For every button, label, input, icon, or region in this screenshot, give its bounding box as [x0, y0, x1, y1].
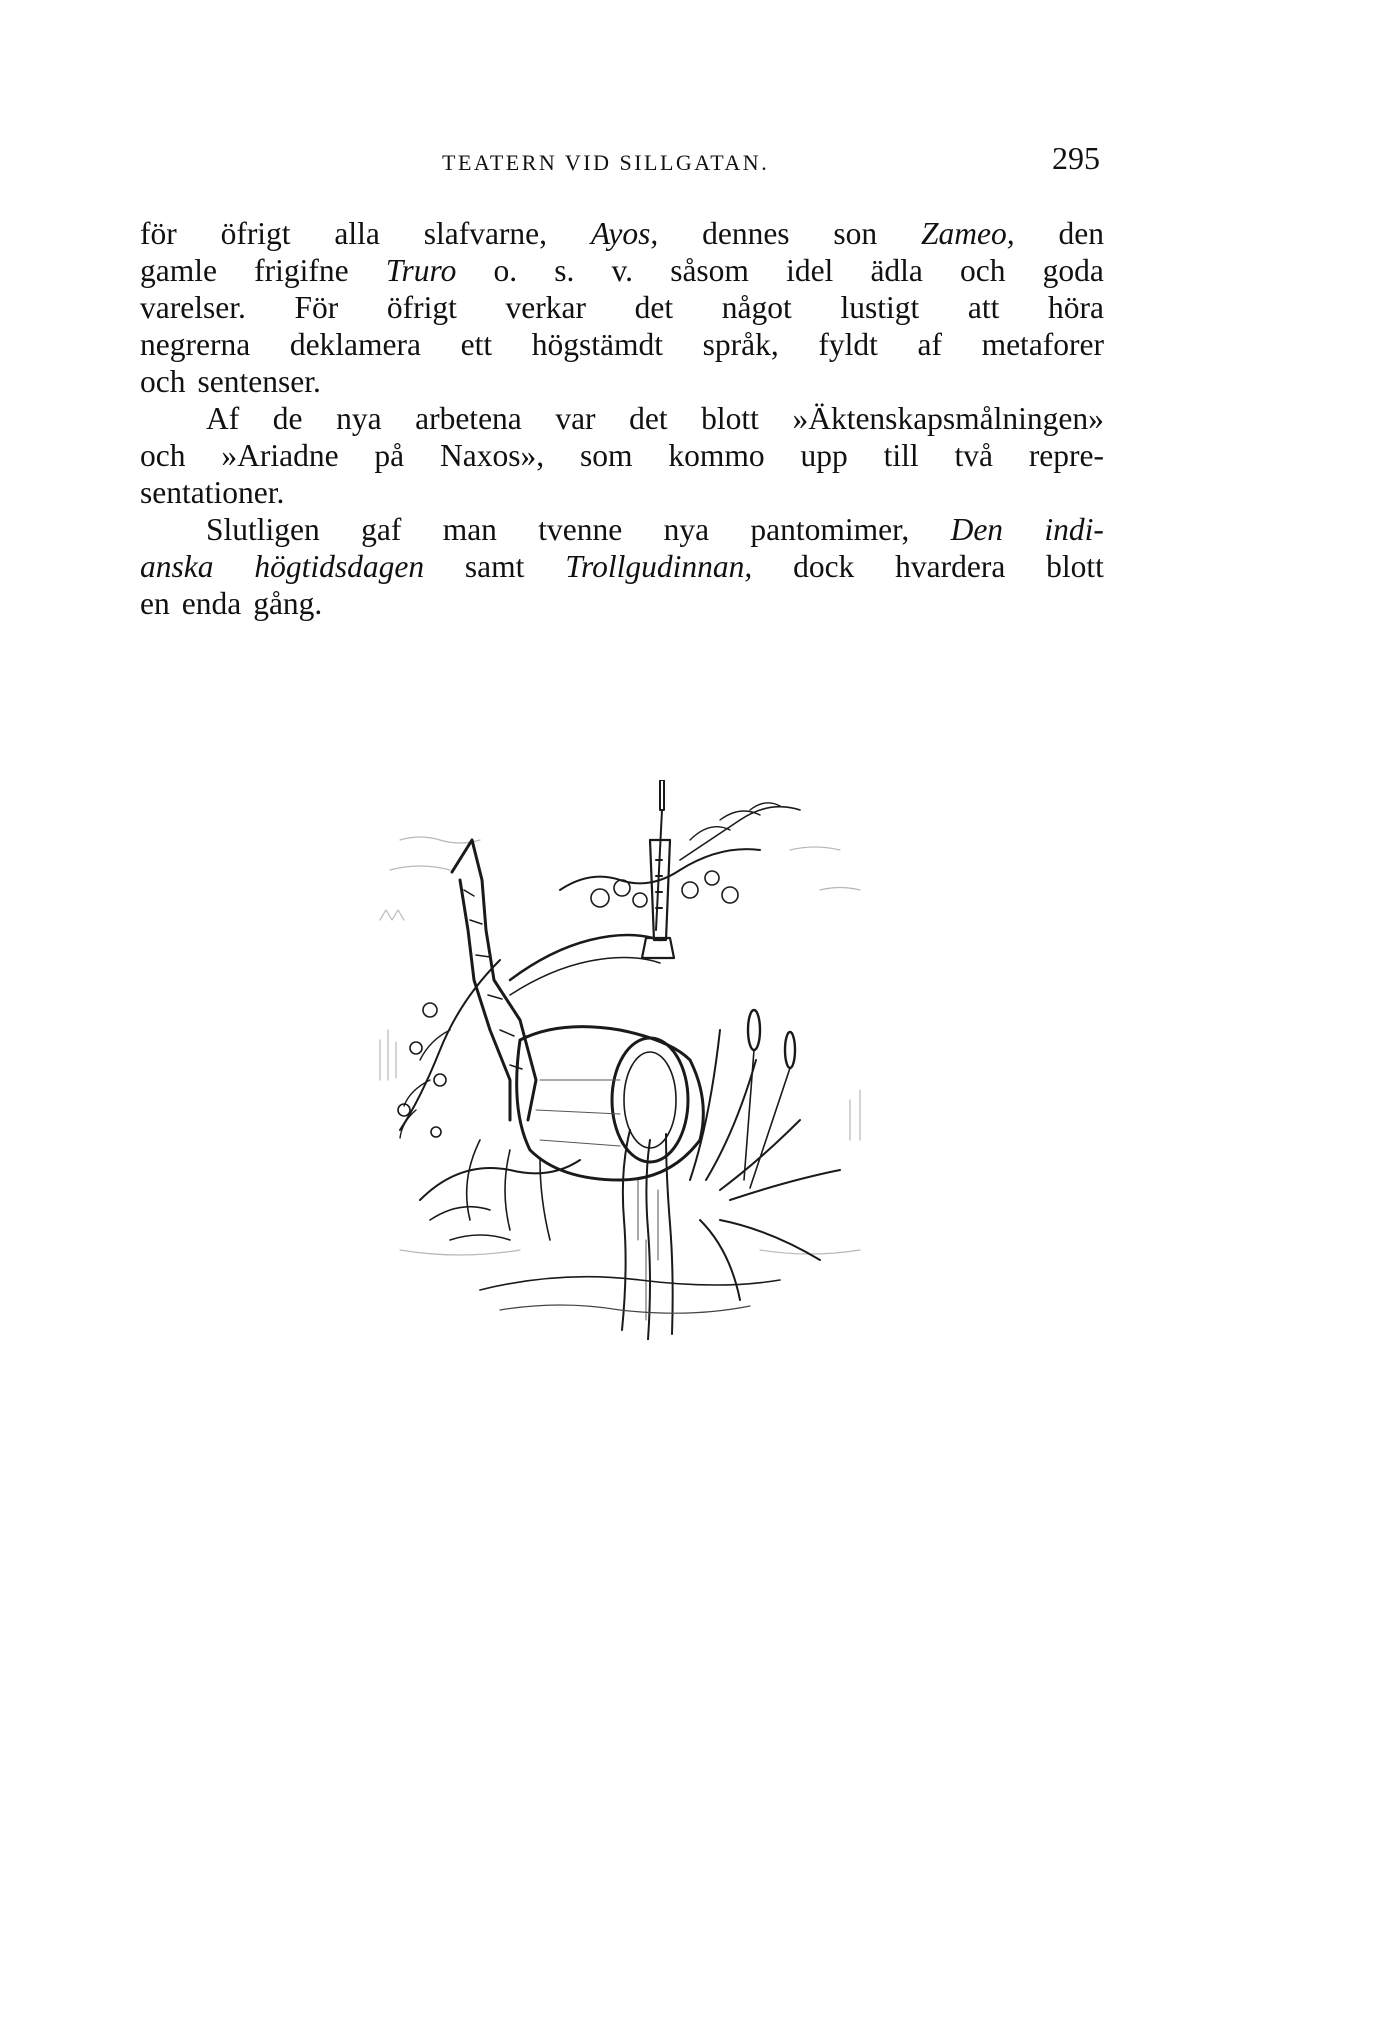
text-line	[140, 252, 1104, 289]
text-line	[140, 474, 1104, 511]
word: »Ariadne	[221, 438, 339, 473]
word: dennes	[702, 216, 790, 251]
word: språk,	[702, 327, 779, 362]
word: och	[960, 253, 1006, 288]
word: v.	[611, 253, 634, 288]
text-line	[140, 363, 1104, 400]
word: repre-	[1028, 438, 1104, 473]
running-head	[140, 140, 1100, 186]
word: den	[1058, 216, 1104, 251]
word: dock	[793, 549, 855, 584]
word: var	[555, 401, 596, 436]
word: fyldt	[818, 327, 878, 362]
text-line	[140, 437, 1104, 474]
page-number: 295	[1052, 140, 1100, 176]
word: sentationer.	[140, 475, 285, 510]
italic-word: anska	[140, 549, 214, 584]
text-line	[140, 215, 1104, 252]
word: på	[374, 438, 405, 473]
italic-word: Truro	[385, 253, 457, 288]
word: upp	[800, 438, 848, 473]
word: samt	[464, 549, 525, 584]
word: två	[954, 438, 993, 473]
word: blott	[1046, 549, 1104, 584]
tailpiece-vignette-icon	[360, 780, 920, 1340]
word: man	[442, 512, 497, 547]
italic-word: högtidsdagen	[254, 549, 425, 584]
text-line	[140, 548, 1104, 585]
word: frigifne	[254, 253, 349, 288]
word: tvenne	[538, 512, 623, 547]
word: gång.	[253, 586, 323, 621]
word: o.	[493, 253, 518, 288]
word: för	[140, 216, 177, 251]
word: och	[140, 438, 186, 473]
text-line	[140, 400, 1104, 437]
word: att	[967, 290, 1000, 325]
word: negrerna	[140, 327, 251, 362]
word: nya	[336, 401, 382, 436]
word: det	[629, 401, 668, 436]
word: öfrigt	[220, 216, 291, 251]
word: metaforer	[981, 327, 1104, 362]
text-line	[140, 289, 1104, 326]
word: verkar	[505, 290, 586, 325]
word: alla	[334, 216, 380, 251]
word: och	[140, 364, 186, 399]
word: gaf	[361, 512, 402, 547]
word: ett	[460, 327, 493, 362]
text-line	[140, 511, 1104, 548]
italic-word: Den	[950, 512, 1004, 547]
word: öfrigt	[386, 290, 457, 325]
word: något	[721, 290, 792, 325]
word: idel	[786, 253, 834, 288]
word: en	[140, 586, 170, 621]
word: pantomimer,	[750, 512, 910, 547]
word: Af	[206, 401, 240, 436]
word: höra	[1048, 290, 1104, 325]
word: sentenser.	[197, 364, 321, 399]
word: Slutligen	[206, 512, 320, 547]
word: »Äktenskapsmålningen»	[792, 401, 1104, 436]
word: af	[917, 327, 942, 362]
word: varelser.	[140, 290, 246, 325]
word: det	[634, 290, 674, 325]
word: son	[833, 216, 878, 251]
text-line	[140, 326, 1104, 363]
word: s.	[554, 253, 575, 288]
word: blott	[701, 401, 759, 436]
word: som	[579, 438, 633, 473]
word: deklamera	[289, 327, 421, 362]
word: För	[294, 290, 339, 325]
italic-word: Zameo,	[921, 216, 1015, 251]
word: hvardera	[895, 549, 1006, 584]
word: goda	[1042, 253, 1104, 288]
word: de	[272, 401, 303, 436]
word: såsom	[670, 253, 749, 288]
italic-word: indi-	[1044, 512, 1104, 547]
word: nya	[663, 512, 710, 547]
word: till	[883, 438, 919, 473]
word: gamle	[140, 253, 217, 288]
text-line	[140, 585, 1104, 622]
word: enda	[181, 586, 242, 621]
word: Naxos»,	[440, 438, 545, 473]
word: arbetena	[415, 401, 522, 436]
italic-word: Ayos,	[590, 216, 659, 251]
running-title: TEATERN VID SILLGATAN.	[442, 150, 770, 175]
word: slafvarne,	[423, 216, 548, 251]
italic-word: Trollgudinnan,	[565, 549, 753, 584]
word: högstämdt	[531, 327, 663, 362]
word: lustigt	[840, 290, 920, 325]
body-text	[140, 215, 1104, 622]
word: ädla	[870, 253, 923, 288]
word: kommo	[668, 438, 765, 473]
